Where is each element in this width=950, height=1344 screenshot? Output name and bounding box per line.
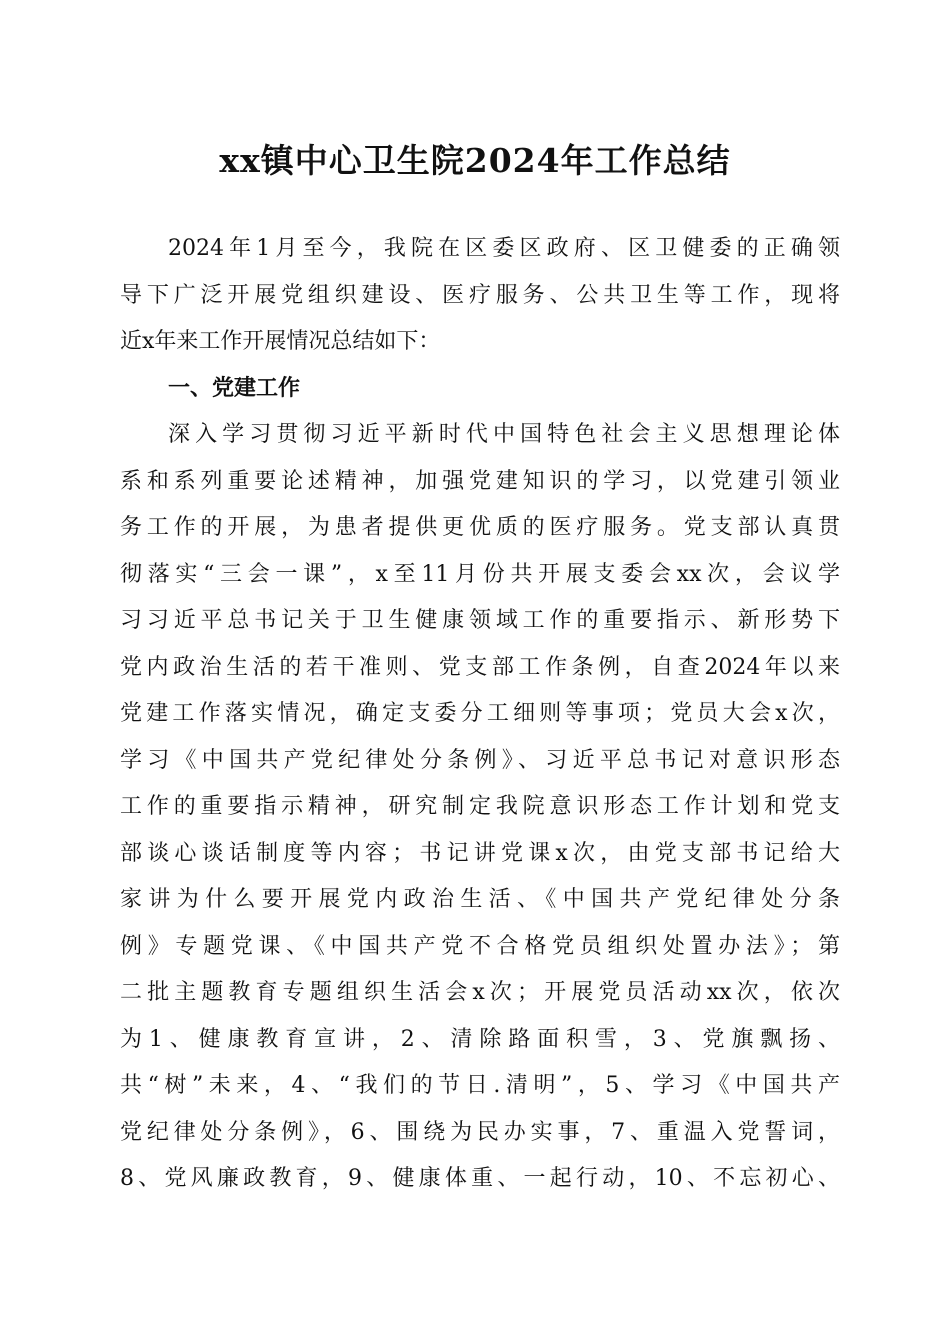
document-title: xx镇中心卫生院2024年工作总结	[219, 141, 731, 180]
document-body	[120, 226, 840, 1203]
paragraph-line: 工作的重要指示精神，研究制定我院意识形态工作计划和党支	[120, 794, 840, 819]
paragraph-line: 系和系列重要论述精神，加强党建知识的学习，以党建引领业	[120, 468, 840, 494]
paragraph-line: 务工作的开展，为患者提供更优质的医疗服务。党支部认真贯	[120, 515, 840, 540]
paragraph-line: 家讲为什么要开展党内政治生活、《中国共产党纪律处分条	[120, 887, 840, 912]
paragraph-line: 近x年来工作开展情况总结如下：	[120, 329, 441, 354]
section-heading: 一、党建工作	[168, 375, 301, 401]
paragraph-line: 部谈心谈话制度等内容；书记讲党课x次，由党支部书记给大	[120, 840, 840, 866]
paragraph-line: 8、党风廉政教育，9、健康体重、一起行动，10、不忘初心、	[120, 1166, 840, 1191]
paragraph-line: 二批主题教育专题组织生活会x次；开展党员活动xx次，依次	[120, 980, 840, 1005]
paragraph-line: 2024年1月至今，我院在区委区政府、区卫健委的正确领	[168, 236, 840, 261]
paragraph-line: 党建工作落实情况，确定支委分工细则等事项；党员大会x次，	[120, 701, 840, 726]
paragraph-line: 学习《中国共产党纪律处分条例》、习近平总书记对意识形态	[120, 747, 840, 773]
paragraph-line: 共“树”未来，4、“我们的节日.清明”，5、学习《中国共产	[120, 1073, 840, 1098]
paragraph-line: 导下广泛开展党组织建设、医疗服务、公共卫生等工作，现将	[120, 282, 840, 308]
paragraph-line: 彻落实“三会一课”，x至11月份共开展支委会xx次，会议学	[120, 561, 840, 587]
paragraph-line: 习习近平总书记关于卫生健康领域工作的重要指示、新形势下	[120, 608, 840, 633]
paragraph-line: 例》专题党课、《中国共产党不合格党员组织处置办法》；第	[120, 933, 840, 959]
paragraph-line: 为1、健康教育宣讲，2、清除路面积雪，3、党旗飘扬、	[120, 1026, 840, 1052]
paragraph-line: 深入学习贯彻习近平新时代中国特色社会主义思想理论体	[168, 422, 840, 447]
paragraph-line: 党内政治生活的若干准则、党支部工作条例，自查2024年以来	[120, 654, 840, 680]
paragraph-line: 党纪律处分条例》，6、围绕为民办实事，7、重温入党誓词，	[120, 1119, 840, 1145]
